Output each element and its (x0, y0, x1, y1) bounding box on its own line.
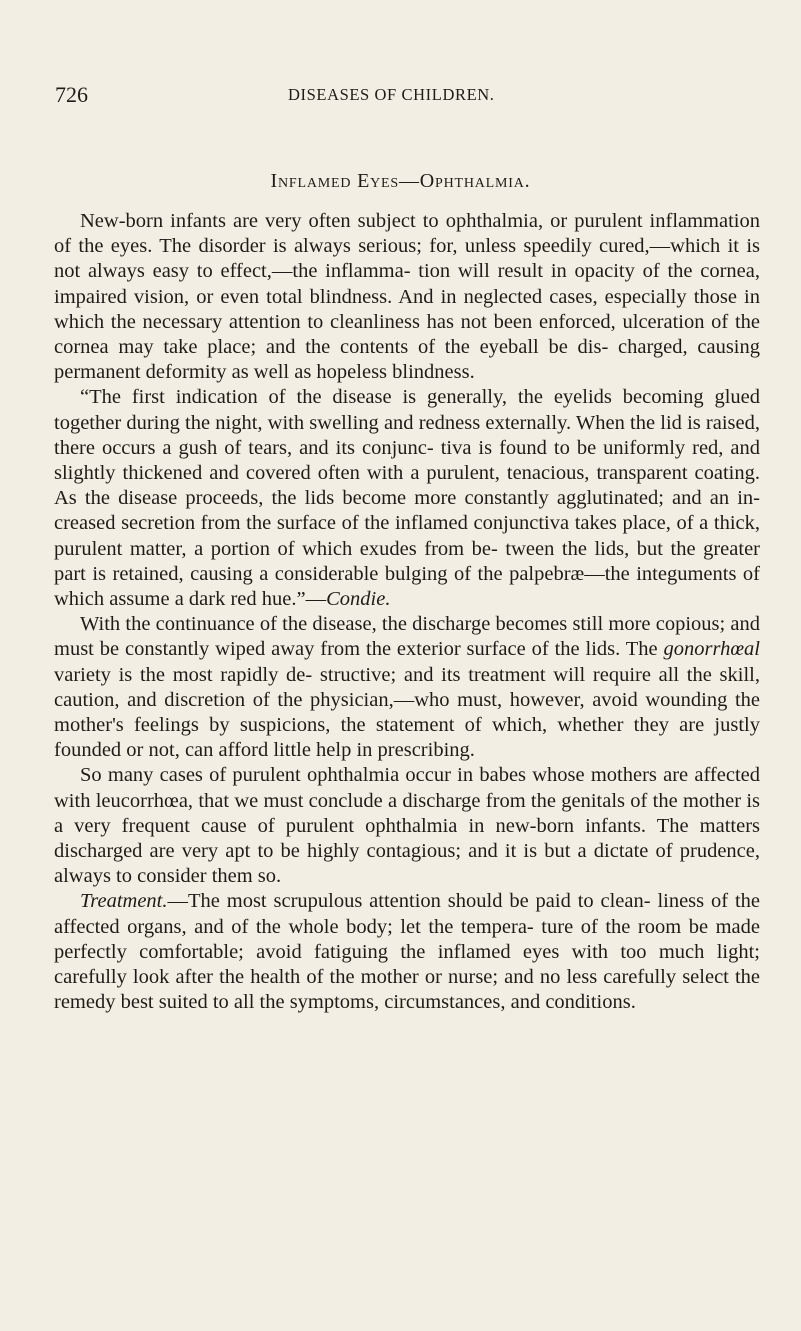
paragraph-treatment (54, 889, 760, 1015)
continuance-text-end: variety is the most rapidly de- structive; and its treatment will require all the skill, caution, and discretion of the physician,—who must, however, avoid wounding the mother's feelings by suspicions, the statement of which, whether they are justly founded or not, can afford little help in prescribing. (54, 663, 760, 762)
page-number: 726 (55, 82, 88, 107)
gonorrhoeal-term: gonorrhœal (663, 638, 760, 661)
paragraph-introduction: New-born infants are very often subject to ophthalmia, or purulent inflammation of the eyes. The disorder is always serious; for, unless speedily cured,—which it is not always easy to effect,—the inflamma- tion will result in opacity of the cornea, impaired vision, or even total blindness. And in neglected cases, especially those in which the necessary attention to cleanliness has not been enforced, ulceration of the cornea may take place; and the contents of the eyeball be dis- charged, causing permanent deformity as well as hopeless blindness. (54, 210, 760, 384)
quote-attribution: Condie. (326, 588, 391, 611)
treatment-label: Treatment. (80, 890, 168, 913)
running-title: DISEASES OF CHILDREN. (288, 85, 495, 104)
paragraph-continuance (54, 612, 760, 763)
running-head (55, 82, 755, 112)
continuance-text-start: With the continuance of the disease, the discharge becomes still more copious; and must be constantly wiped away from the exterior surface of the lids. The (54, 613, 760, 661)
paragraph-causes: So many cases of purulent ophthalmia occur in babes whose mothers are affected with leucorrhœa, that we must conclude a discharge from the genitals of the mother is a very frequent cause of purulent ophthalmia in new-born infants. The matters discharged are very apt to be highly contagious; and it is but a dictate of prudence, always to consider them so. (54, 764, 760, 888)
body-text (54, 209, 760, 1016)
quote-text: “The first indication of the disease is generally, the eyelids becoming glued together during the night, with swelling and redness externally. When the lid is raised, there occurs a gush of tears, and its conjunc- tiva is found to be uniformly red, and slightly thickened and covered often with a purulent, tenacious, transparent coating. As the disease proceeds, the lids become more constantly agglutinated; and an in- creased secretion from the surface of the inflamed conjunctiva takes place, of a thick, purulent matter, a portion of which exudes from be- tween the lids, but the greater part is retained, causing a considerable bulging of the palpebræ—the integuments of which assume a dark red hue.”— (54, 386, 760, 611)
paragraph-condie-quote (54, 385, 760, 612)
treatment-text: —The most scrupulous attention should be paid to clean- liness of the affected organs, and of the whole body; let the tempera- ture of the room be made perfectly comfortable; avoid fatiguing the inflamed eyes with too much light; carefully look after the health of the mother or nurse; and no less carefully select the remedy best suited to all the symptoms, circumstances, and conditions. (54, 890, 760, 1014)
section-heading: Inflamed Eyes—Ophthalmia. (270, 170, 531, 192)
